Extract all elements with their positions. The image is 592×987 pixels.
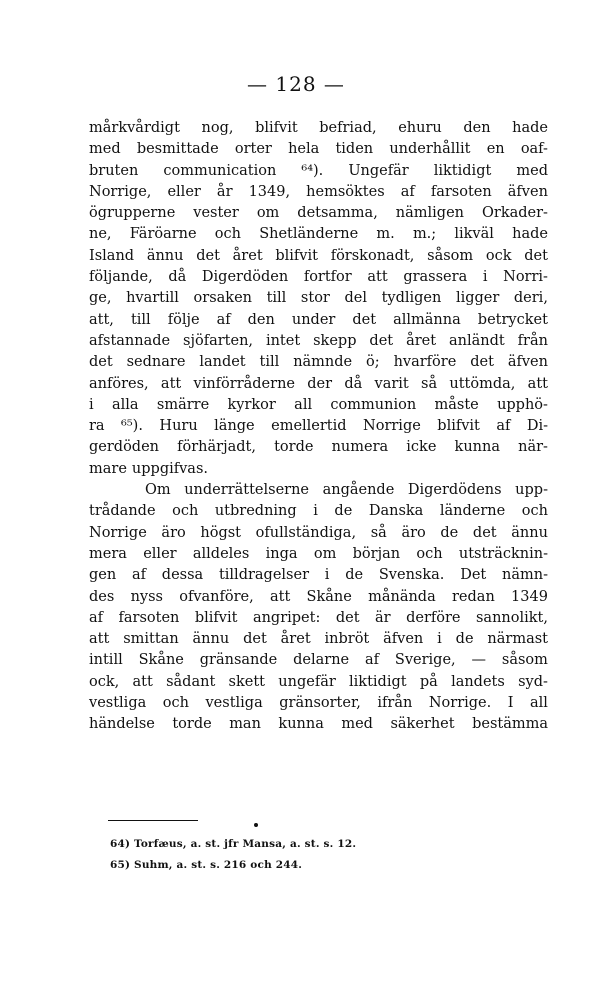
word: Huru: [159, 418, 198, 435]
word: vestliga: [205, 695, 263, 712]
word: intet: [265, 332, 301, 349]
word: de: [334, 503, 353, 520]
footnote: 65) Suhm, a. st. s. 216 och 244.: [110, 859, 303, 871]
word: att: [132, 673, 153, 690]
text-line: [89, 608, 548, 629]
word: upp-: [515, 482, 548, 499]
word: trådande: [89, 503, 156, 520]
word: allmänna: [393, 311, 461, 328]
word: orsaken: [193, 290, 252, 307]
word: äro: [161, 524, 186, 541]
word: de: [455, 631, 474, 648]
word: underrättelserne: [184, 482, 310, 499]
word: afstannade: [89, 332, 171, 349]
word: stor: [300, 290, 330, 307]
word: tiden: [335, 141, 374, 158]
word: smittan: [123, 631, 179, 648]
word: det: [89, 354, 113, 371]
word: inbröt: [324, 631, 370, 648]
word: sannolikt,: [475, 609, 548, 626]
word: Shetländerne: [259, 226, 359, 243]
text-line: [89, 565, 548, 586]
word: syd-: [518, 673, 548, 690]
word: 1349,: [248, 183, 291, 200]
word: mårkvårdigt: [89, 120, 180, 136]
word: att,: [89, 311, 114, 328]
word: i: [324, 567, 330, 584]
word: under: [291, 311, 336, 328]
word: ra: [89, 418, 105, 435]
word: och: [172, 503, 199, 520]
word: deri,: [513, 290, 548, 307]
text-line: [89, 161, 548, 182]
word: sådant: [166, 673, 216, 690]
text-line: [89, 672, 548, 693]
word: Svenska.: [378, 567, 445, 584]
word: hade: [512, 120, 548, 136]
word: liktidigt: [349, 673, 407, 690]
word: delarne: [293, 652, 350, 669]
word: hvarföre: [393, 354, 457, 371]
text-line: [89, 629, 548, 650]
text-line: [89, 374, 548, 395]
word: bestämma: [472, 716, 548, 733]
word: ne,: [89, 226, 112, 243]
text-line: [89, 310, 548, 331]
footnote: 64) Torfæus, a. st. jfr Mansa, a. st. s. 12.: [110, 838, 357, 850]
word: numera: [331, 439, 389, 456]
word: då: [168, 269, 187, 286]
word: Digerdöden: [201, 269, 289, 286]
word: året: [280, 631, 311, 648]
word: ock: [485, 247, 512, 264]
word: äfven: [383, 631, 424, 648]
word: ungefär: [278, 673, 336, 690]
word: communion: [330, 396, 417, 413]
word: den: [463, 120, 491, 136]
word: likväl: [454, 226, 494, 243]
word: underhållit: [389, 141, 471, 158]
word: det: [243, 631, 267, 648]
word: och: [162, 695, 189, 712]
word: nyss: [130, 588, 163, 605]
word: gen: [89, 567, 117, 584]
word: ⁶⁴).: [301, 162, 324, 179]
text-line: [89, 416, 548, 437]
word: eller: [167, 183, 201, 200]
word: högst: [200, 524, 241, 541]
word: nämligen: [395, 205, 465, 222]
word: skepp: [313, 332, 357, 349]
word: landet: [199, 354, 246, 371]
word: icke: [406, 439, 437, 456]
word: kyrkor: [227, 396, 276, 413]
word: nog,: [201, 120, 234, 136]
word: uttömda,: [449, 375, 516, 392]
word: kunna: [454, 439, 500, 456]
word: uppgifvas.: [131, 460, 208, 477]
text-line: [89, 139, 548, 160]
word: Di-: [526, 418, 548, 435]
word: Danska: [368, 503, 424, 520]
word: att: [160, 375, 182, 392]
word: de: [440, 524, 459, 541]
word: hemsöktes: [306, 183, 385, 200]
word: liktidigt: [433, 162, 492, 179]
word: Island: [89, 247, 135, 264]
word: en: [486, 141, 505, 158]
word: äro: [401, 524, 426, 541]
word: är: [375, 609, 391, 626]
word: anföres,: [89, 375, 149, 392]
word: Ungefär: [348, 162, 409, 179]
footnote-rule: [108, 820, 198, 821]
word: sednare: [126, 354, 186, 371]
text-line: [89, 544, 548, 565]
word: mare: [89, 460, 127, 477]
word: Norrige.: [428, 695, 492, 712]
word: farsoten: [430, 183, 492, 200]
text-line: [89, 501, 548, 522]
word: varit: [374, 375, 409, 392]
text-line: [89, 288, 548, 309]
word: med: [341, 716, 373, 733]
word: m.;: [412, 226, 437, 243]
word: oaf-: [520, 141, 548, 158]
word: Sverige,: [394, 652, 456, 669]
word: alla: [111, 396, 139, 413]
word: Färöarne: [129, 226, 197, 243]
word: att: [367, 269, 388, 286]
word: hvartill: [126, 290, 179, 307]
word: farsoten: [118, 609, 180, 626]
word: gränsorter,: [279, 695, 361, 712]
word: Om: [145, 482, 171, 499]
word: hela: [288, 141, 320, 158]
word: det: [335, 609, 360, 626]
word: gerdöden: [89, 439, 160, 456]
text-line: [89, 714, 548, 735]
word: i: [482, 269, 488, 286]
word: äfven: [507, 183, 548, 200]
word: i: [313, 503, 318, 520]
text-line: [89, 203, 548, 224]
text-line: [89, 693, 548, 714]
word: af: [89, 609, 104, 626]
word: gränsande: [199, 652, 278, 669]
word: inga: [265, 545, 298, 562]
word: derföre: [406, 609, 461, 626]
word: och: [416, 545, 443, 562]
word: blifvit: [194, 609, 238, 626]
footnotes: [110, 834, 550, 876]
word: äfven: [507, 354, 548, 371]
word: den: [247, 311, 275, 328]
word: året: [406, 332, 437, 349]
word: torde: [274, 439, 314, 456]
word: mera: [89, 545, 127, 562]
word: des: [89, 588, 115, 605]
word: början: [352, 545, 401, 562]
word: utsträcknin-: [458, 545, 548, 562]
word: sjöfarten,: [183, 332, 254, 349]
word: när-: [518, 439, 548, 456]
word: betrycket: [477, 311, 548, 328]
word: år: [216, 183, 233, 200]
word: intill: [89, 652, 123, 669]
word: detsamma,: [297, 205, 378, 222]
word: om: [256, 205, 280, 222]
word: ge,: [89, 290, 112, 307]
text-line: [89, 523, 548, 544]
text-line: [89, 331, 548, 352]
word: vester: [193, 205, 239, 222]
word: all: [294, 396, 313, 413]
word: att: [89, 631, 110, 648]
word: händelse: [89, 716, 155, 733]
text-line: [89, 587, 548, 608]
word: landets: [451, 673, 505, 690]
word: vestliga: [89, 695, 147, 712]
body-text: [89, 118, 548, 736]
word: att: [269, 588, 291, 605]
word: om: [313, 545, 337, 562]
word: utbredning: [214, 503, 297, 520]
word: vinförråderne: [193, 375, 295, 392]
word: ö;: [366, 354, 380, 371]
word: det: [524, 247, 548, 264]
word: till: [266, 290, 287, 307]
word: torde: [172, 716, 212, 733]
word: redan: [452, 588, 495, 605]
word: af: [365, 652, 380, 669]
word: följande,: [89, 269, 153, 286]
word: det: [352, 311, 377, 328]
word: eller: [143, 545, 177, 562]
word: Norrige,: [89, 183, 152, 200]
word: —: [471, 652, 487, 669]
word: från: [517, 332, 548, 349]
text-line: [89, 118, 548, 139]
word: Norrige: [363, 418, 421, 435]
text-line: [89, 650, 548, 671]
word: fortfor: [303, 269, 352, 286]
word: tilldragelser: [218, 567, 310, 584]
word: skett: [228, 673, 266, 690]
word: grassera: [403, 269, 468, 286]
word: såsom: [427, 247, 474, 264]
word: förhärjadt,: [177, 439, 256, 456]
word: af: [216, 311, 231, 328]
word: ännu: [192, 631, 230, 648]
word: så: [370, 524, 387, 541]
footnote-dot: [254, 823, 258, 827]
word: det: [470, 354, 494, 371]
word: Skåne: [138, 652, 184, 669]
word: de: [345, 567, 364, 584]
word: alldeles: [192, 545, 250, 562]
word: Norri-: [503, 269, 548, 286]
word: till: [130, 311, 151, 328]
word: all: [530, 695, 548, 712]
word: der: [307, 375, 333, 392]
word: så: [421, 375, 438, 392]
word: ehuru: [398, 120, 442, 136]
word: angripet:: [252, 609, 321, 626]
word: ännu: [146, 247, 184, 264]
word: befriad,: [319, 120, 377, 136]
word: i: [437, 631, 442, 648]
word: ock,: [89, 673, 120, 690]
word: med: [516, 162, 548, 179]
word: det: [196, 247, 220, 264]
word: det: [472, 524, 497, 541]
word: ögrupperne: [89, 205, 176, 222]
word: communication: [163, 162, 277, 179]
word: ifrån: [377, 695, 413, 712]
text-line: [89, 267, 548, 288]
word: länge: [214, 418, 255, 435]
word: månända: [368, 588, 436, 605]
word: af: [496, 418, 511, 435]
word: och: [521, 503, 548, 520]
word: nämn-: [502, 567, 548, 584]
word: dessa: [161, 567, 204, 584]
word: följe: [167, 311, 200, 328]
word: kunna: [278, 716, 324, 733]
word: och: [214, 226, 241, 243]
word: ofullständiga,: [255, 524, 357, 541]
word: till: [259, 354, 280, 371]
word: angående: [322, 482, 395, 499]
text-line: [89, 437, 548, 458]
word: af: [400, 183, 415, 200]
word: närmast: [487, 631, 548, 648]
word: blifvit: [275, 247, 318, 264]
text-line: [89, 459, 548, 480]
word: förskonadt,: [330, 247, 415, 264]
word: bruten: [89, 162, 139, 179]
word: blifvit: [437, 418, 480, 435]
word: orter: [234, 141, 272, 158]
text-line: [89, 395, 548, 416]
text-line: [89, 182, 548, 203]
text-line: [89, 480, 548, 501]
word: ⁶⁵).: [121, 418, 143, 435]
word: I: [507, 695, 514, 712]
word: 1349: [511, 588, 548, 605]
text-line: [89, 352, 548, 373]
word: af: [131, 567, 146, 584]
word: att: [527, 375, 548, 392]
text-line: [89, 246, 548, 267]
word: hade: [512, 226, 548, 243]
word: det: [369, 332, 394, 349]
word: i: [89, 396, 94, 413]
word: besmittade: [136, 141, 219, 158]
word: smärre: [156, 396, 210, 413]
word: Norrige: [89, 524, 147, 541]
word: ligger: [455, 290, 500, 307]
word: på: [419, 673, 438, 690]
word: året: [232, 247, 263, 264]
word: upphö-: [497, 396, 548, 413]
word: emellertid: [271, 418, 347, 435]
word: Skåne: [306, 588, 352, 605]
word: då: [344, 375, 363, 392]
word: nämnde: [293, 354, 353, 371]
word: såsom: [501, 652, 548, 669]
word: måste: [434, 396, 479, 413]
text-line: [89, 224, 548, 245]
word: del: [344, 290, 367, 307]
word: Det: [460, 567, 487, 584]
word: m.: [376, 226, 395, 243]
word: Digerdödens: [407, 482, 502, 499]
word: man: [229, 716, 261, 733]
word: anländt: [448, 332, 505, 349]
word: Orkader-: [482, 205, 548, 222]
word: länderne: [439, 503, 506, 520]
word: ännu: [511, 524, 548, 541]
word: tydligen: [381, 290, 442, 307]
word: säkerhet: [390, 716, 455, 733]
word: blifvit: [255, 120, 298, 136]
word: ofvanföre,: [179, 588, 254, 605]
word: med: [89, 141, 121, 158]
page-header: — 128 —: [247, 72, 345, 96]
